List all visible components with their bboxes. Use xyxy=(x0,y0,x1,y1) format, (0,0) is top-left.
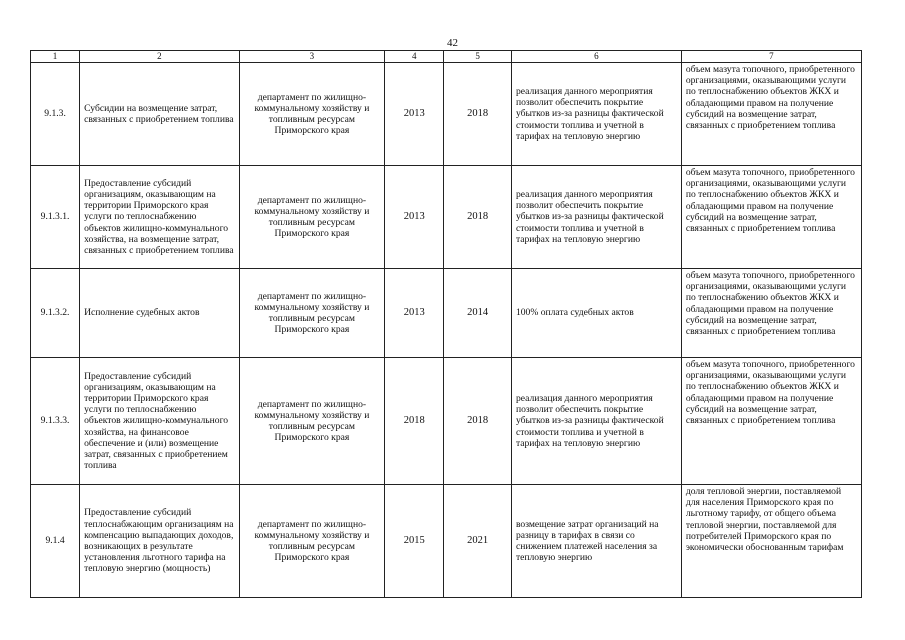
item-code: 9.1.3. xyxy=(31,63,80,166)
item-start-year: 2013 xyxy=(385,63,444,166)
item-code: 9.1.3.1. xyxy=(31,166,80,269)
item-name: Субсидии на возмещение затрат, связанных с приобретением топлива xyxy=(80,63,240,166)
item-result: реализация данного мероприятия позволит обеспечить покрытие убытков из-за разницы фактической стоимости топлива и учетной в тарифах на тепловую энергию xyxy=(511,63,681,166)
table-row xyxy=(31,63,862,166)
item-name: Предоставление субсидий теплоснабжающим организациям на компенсацию выпадающих доходов, возникающих в результате установления льготного тарифа на тепловую энергию (мощность) xyxy=(80,485,240,598)
item-result: 100% оплата судебных актов xyxy=(511,269,681,358)
item-start-year: 2015 xyxy=(385,485,444,598)
item-name: Исполнение судебных актов xyxy=(80,269,240,358)
column-header: 7 xyxy=(681,51,861,63)
item-indicator: объем мазута топочного, приобретенного организациями, оказывающими услуги по теплоснабжению объектов ЖКХ и обладающими правом на получение субсидий на возмещение затрат, связанных с приобретением топлива xyxy=(681,269,861,358)
table-row xyxy=(31,358,862,485)
header-row xyxy=(31,51,862,63)
page-number: 42 xyxy=(447,37,458,49)
table-row xyxy=(31,166,862,269)
item-name: Предоставление субсидий организациям, оказывающим на территории Приморского края услуги по теплоснабжению объектов жилищно-коммунального хозяйства, на финансовое обеспечение и (или) возмещение затрат, связанных с приобретением топлива xyxy=(80,358,240,485)
item-indicator: объем мазута топочного, приобретенного организациями, оказывающими услуги по теплоснабжению объектов ЖКХ и обладающими правом на получение субсидий на возмещение затрат, связанных с приобретением топлива xyxy=(681,358,861,485)
item-code: 9.1.4 xyxy=(31,485,80,598)
item-code: 9.1.3.2. xyxy=(31,269,80,358)
item-indicator: доля тепловой энергии, поставляемой для населения Приморского края по льготному тарифу, от общего объема тепловой энергии, поставляемой для потребителей Приморского края по экономически обоснованным тарифам xyxy=(681,485,861,598)
item-executor: департамент по жилищно-коммунальному хозяйству и топливным ресурсам Приморского края xyxy=(239,269,384,358)
item-executor: департамент по жилищно-коммунальному хозяйству и топливным ресурсам Приморского края xyxy=(239,485,384,598)
column-header: 1 xyxy=(31,51,80,63)
item-start-year: 2018 xyxy=(385,358,444,485)
item-result: реализация данного мероприятия позволит обеспечить покрытие убытков из-за разницы фактической стоимости топлива и учетной в тарифах на тепловую энергию xyxy=(511,358,681,485)
item-end-year: 2018 xyxy=(444,166,512,269)
item-start-year: 2013 xyxy=(385,269,444,358)
item-name: Предоставление субсидий организациям, оказывающим на территории Приморского края услуги по теплоснабжению объектов жилищно-коммунального хозяйства, на возмещение затрат, связанных с приобретением топлива xyxy=(80,166,240,269)
item-end-year: 2018 xyxy=(444,358,512,485)
item-end-year: 2021 xyxy=(444,485,512,598)
table-row xyxy=(31,269,862,358)
column-header: 3 xyxy=(239,51,384,63)
item-indicator: объем мазута топочного, приобретенного организациями, оказывающими услуги по теплоснабжению объектов ЖКХ и обладающими правом на получение субсидий на возмещение затрат, связанных с приобретением топлива xyxy=(681,166,861,269)
item-indicator: объем мазута топочного, приобретенного организациями, оказывающими услуги по теплоснабжению объектов ЖКХ и обладающими правом на получение субсидий на возмещение затрат, связанных с приобретением топлива xyxy=(681,63,861,166)
column-header: 2 xyxy=(80,51,240,63)
item-code: 9.1.3.3. xyxy=(31,358,80,485)
item-executor: департамент по жилищно-коммунальному хозяйству и топливным ресурсам Приморского края xyxy=(239,166,384,269)
item-end-year: 2014 xyxy=(444,269,512,358)
item-result: возмещение затрат организаций на разницу в тарифах в связи со снижением платежей населения за тепловую энергию xyxy=(511,485,681,598)
column-header: 5 xyxy=(444,51,512,63)
column-header: 4 xyxy=(385,51,444,63)
item-executor: департамент по жилищно-коммунальному хозяйству и топливным ресурсам Приморского края xyxy=(239,358,384,485)
item-end-year: 2018 xyxy=(444,63,512,166)
column-header: 6 xyxy=(511,51,681,63)
activities-table xyxy=(30,50,862,598)
item-start-year: 2013 xyxy=(385,166,444,269)
table-row xyxy=(31,485,862,598)
item-executor: департамент по жилищно-коммунальному хозяйству и топливным ресурсам Приморского края xyxy=(239,63,384,166)
item-result: реализация данного мероприятия позволит обеспечить покрытие убытков из-за разницы фактической стоимости топлива и учетной в тарифах на тепловую энергию xyxy=(511,166,681,269)
